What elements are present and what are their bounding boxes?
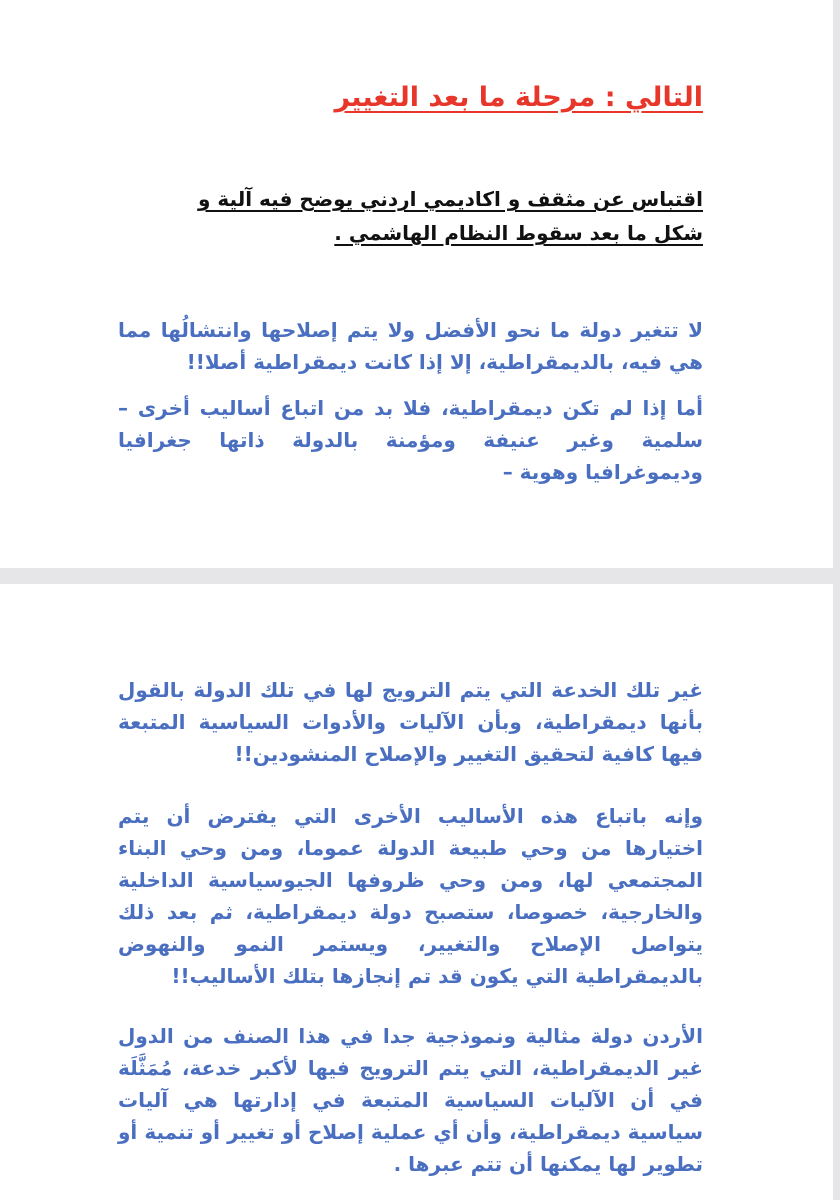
quote-paragraph-4: وإنه باتباع هذه الأساليب الأخرى التي يفترض أن يتم اختيارها من وحي طبيعة الدولة عموما، ومن وحي البناء المجتمعي لها، ومن وحي ظروفها الجيوسياسية الداخلية والخارجية، خصوصا، ستصبح دولة ديمقراطية، ثم بعد ذلك يتواصل الإصلاح والتغيير، ويستمر النمو والنهوض بالديمقراطية التي يكون قد تم إنجازها بتلك الأساليب!! <box>118 804 703 988</box>
quote-paragraph-3: غير تلك الخدعة التي يتم الترويج لها في تلك الدولة بالقول بأنها ديمقراطية، وبأن الآليات والأدوات السياسية المتبعة فيها كافية لتحقيق التغيير والإصلاح المنشودين!! <box>118 678 703 766</box>
quote-intro: اقتباس عن مثقف و اكاديمي اردني يوضح فيه آلية و شكل ما بعد سقوط النظام الهاشمي . <box>198 187 703 245</box>
quote-paragraph-5: الأردن دولة مثالية ونموذجية جدا في هذا الصنف من الدول غير الديمقراطية، التي يتم الترويج فيها لأكبر خدعة، مُمَثَّلَة في أن الآليات السياسية المتبعة في إدارتها هي آليات سياسية ديمقراطية، وأن أي عملية إصلاح أو تغيير أو تنمية أو تطوير لها يمكنها أن تتم عبرها . <box>118 1024 703 1176</box>
document-page-2 <box>0 584 833 1200</box>
document-page-1 <box>0 0 833 568</box>
quote-paragraph-2: أما إذا لم تكن ديمقراطية، فلا بد من اتباع أساليب أخرى – سلمية وغير عنيفة ومؤمنة بالدولة ذاتها جغرافيا وديموغرافيا وهوية – <box>118 396 703 484</box>
page-title: التالي : مرحلة ما بعد التغيير <box>334 82 703 113</box>
quote-paragraph-1: لا تتغير دولة ما نحو الأفضل ولا يتم إصلاحها وانتشالُها مما هي فيه، بالديمقراطية، إلا إذا كانت ديمقراطية أصلا!! <box>118 318 703 374</box>
